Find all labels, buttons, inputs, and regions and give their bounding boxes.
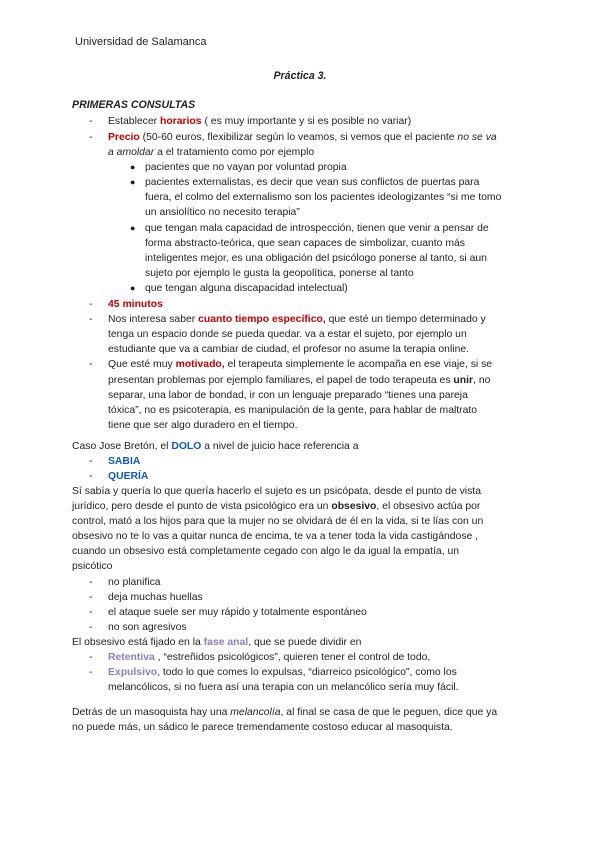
list-item-expulsivo [108, 665, 457, 680]
bullet-item-cont: fuera, el colmo del externalismo son los pacientes ideologizantes “si me tomo [145, 192, 502, 203]
list-dash: - [89, 299, 93, 310]
list-item-cont: estudiante que va a cambiar de ciudad, el profesor no asume la terapia online. [108, 344, 470, 355]
italic-melancolia: melancolía [230, 707, 281, 718]
text: no se va [457, 132, 497, 143]
list-item-retentiva [108, 650, 430, 665]
text: Caso Jose Bretón, el [72, 441, 172, 452]
list-dash: - [89, 622, 93, 633]
bullet-item: que tengan alguna discapacidad intelectual) [145, 283, 348, 294]
bullet-item-cont: sujeto por ejemplo le gusta la geopolítica, ponerse al tanto [145, 268, 414, 279]
text: a amoldar [108, 147, 155, 158]
highlight-horarios: horarios [159, 116, 202, 127]
highlight-45-minutos: 45 minutos [108, 299, 163, 310]
list-dash: - [89, 577, 93, 588]
highlight-dolo: DOLO [171, 441, 202, 452]
text: Nos interesa saber [108, 314, 199, 325]
list-dash: - [89, 132, 93, 143]
bullet-icon: ● [130, 283, 136, 293]
list-dash: - [89, 607, 93, 618]
text: Que esté muy [108, 359, 176, 370]
list-item-cont: tenga un espacio donde se pueda quedar. va a estar el sujeto, por ejemplo un [108, 329, 467, 340]
anal-line [72, 635, 361, 650]
text: que esté un tiempo determinado y [325, 314, 486, 325]
list-dash: - [89, 471, 93, 482]
list-item-precio-cont [108, 145, 314, 160]
paragraph-line: no puede más, un sádico le parece tremendamente costoso educar al masoquista. [72, 722, 453, 733]
text: a nivel de juicio hace referencia a [201, 441, 359, 452]
text: el terapeuta simplemente le acompaña en ese viaje, si se [224, 359, 493, 370]
bullet-icon: ● [130, 177, 136, 187]
list-dash: - [89, 314, 93, 325]
bullet-item: que tengan mala capacidad de introspección, tienen que venir a pensar de [145, 223, 489, 234]
text: ( es muy importante y si es posible no variar) [201, 116, 412, 127]
bullet-icon: ● [130, 223, 136, 233]
list-item-cont: separar, una labor de bondad, ir con un lenguaje preparado “tienes una pareja [108, 390, 468, 401]
highlight-motivado: motivado, [175, 359, 225, 370]
list-dash: - [89, 652, 93, 663]
bold-unir: unir [453, 375, 474, 386]
text: (50-60 euros, flexibilizar según lo veamos, si vemos que el paciente [139, 132, 458, 143]
highlight-tiempo: cuanto tiempo específico, [198, 314, 326, 325]
paragraph-line: control, mató a los hijos para que la mujer no se olvidará de él en la vida, si te lías con un [72, 516, 484, 527]
paragraph-line: Sí sabía y quería lo que quería hacerlo el sujeto es un psicópata, desde el punto de vista [72, 486, 481, 497]
list-item: no planifica [108, 577, 161, 588]
list-dash: - [89, 116, 93, 127]
highlight-expulsivo: Expulsivo [108, 667, 158, 678]
list-item: el ataque suele ser muy rápido y totalmente espontáneo [108, 607, 367, 618]
paragraph-line: psicótico [72, 561, 113, 572]
list-item-cont [108, 373, 490, 388]
highlight-sabia: SABIA [108, 456, 141, 467]
list-item-horarios [108, 114, 411, 129]
highlight-queria: QUERÍA [108, 471, 149, 482]
bullet-item: pacientes que no vayan por voluntad propia [145, 162, 347, 173]
list-item-cont: tiene que ser algo duradero en el tiempo. [108, 420, 298, 431]
bullet-item-cont: un ansiolítico no necesito terapia” [145, 207, 300, 218]
list-dash: - [89, 592, 93, 603]
paragraph-line: cuando un obsesivo está completamente cegado con algo le da igual la empatía, un [72, 546, 460, 557]
list-dash: - [89, 359, 93, 370]
list-dash: - [89, 667, 93, 678]
paragraph-line: obsesivo no te lo vas a quitar nunca de encima, te va a tener toda la vida castigándose , [72, 531, 479, 542]
section-title: PRIMERAS CONSULTAS [72, 99, 196, 111]
bullet-item: pacientes externalistas, es decir que vean sus conflictos de puertas para [145, 177, 480, 188]
highlight-fase-anal: fase anal [203, 637, 249, 648]
paragraph-line [72, 499, 480, 514]
highlight-retentiva: Retentiva [108, 652, 155, 663]
caso-line [72, 439, 358, 454]
page-title: Práctica 3. [273, 70, 327, 82]
text: jurídico, pero desde el punto de vista psicológico era un [72, 501, 332, 512]
list-item-cont: tóxica”, no es psicoterapia, es manipulación de la gente, para hablar de maltrato [108, 405, 478, 416]
bold-obsesivo: obsesivo [331, 501, 377, 512]
text: , el obsesivo actúa por [376, 501, 481, 512]
list-dash: - [89, 456, 93, 467]
text: , que se puede dividir en [248, 637, 362, 648]
bullet-item-cont: inteligentes mejor, es una obligación del psicólogo ponerse al tanto, si aun [145, 253, 487, 264]
text: a el tratamiento como por ejemplo [154, 147, 315, 158]
list-item-cont: melancólicos, si no fuera así una terapia con un melancólico sería muy fácil. [108, 682, 459, 693]
university-header: Universidad de Salamanca [75, 36, 207, 48]
list-item-precio [108, 130, 497, 145]
bullet-item-cont: forma abstracto-teórica, que sean capaces de simbolizar, cuanto más [145, 238, 465, 249]
text: El obsesivo está fijado en la [72, 637, 204, 648]
text: presentan problemas por ejemplo familiares, el papel de todo terapeuta es [108, 375, 454, 386]
list-item-tiempo [108, 312, 486, 327]
text: , todo lo que comes lo expulsas, “diarreico psicológico”, como los [157, 667, 457, 678]
list-item: deja muchas huellas [108, 592, 203, 603]
highlight-precio: Precio [108, 132, 140, 143]
text: Establecer [108, 116, 160, 127]
text: , no [473, 375, 491, 386]
text: Detrás de un masoquista hay una [72, 707, 231, 718]
paragraph-line [72, 705, 497, 720]
list-item: no son agresivos [108, 622, 187, 633]
list-item-motivado [108, 357, 492, 372]
text: , al final se casa de que le peguen, dice que ya [280, 707, 498, 718]
text: , “estreñidos psicológicos”, quieren tener el control de todo, [154, 652, 431, 663]
bullet-icon: ● [130, 162, 136, 172]
